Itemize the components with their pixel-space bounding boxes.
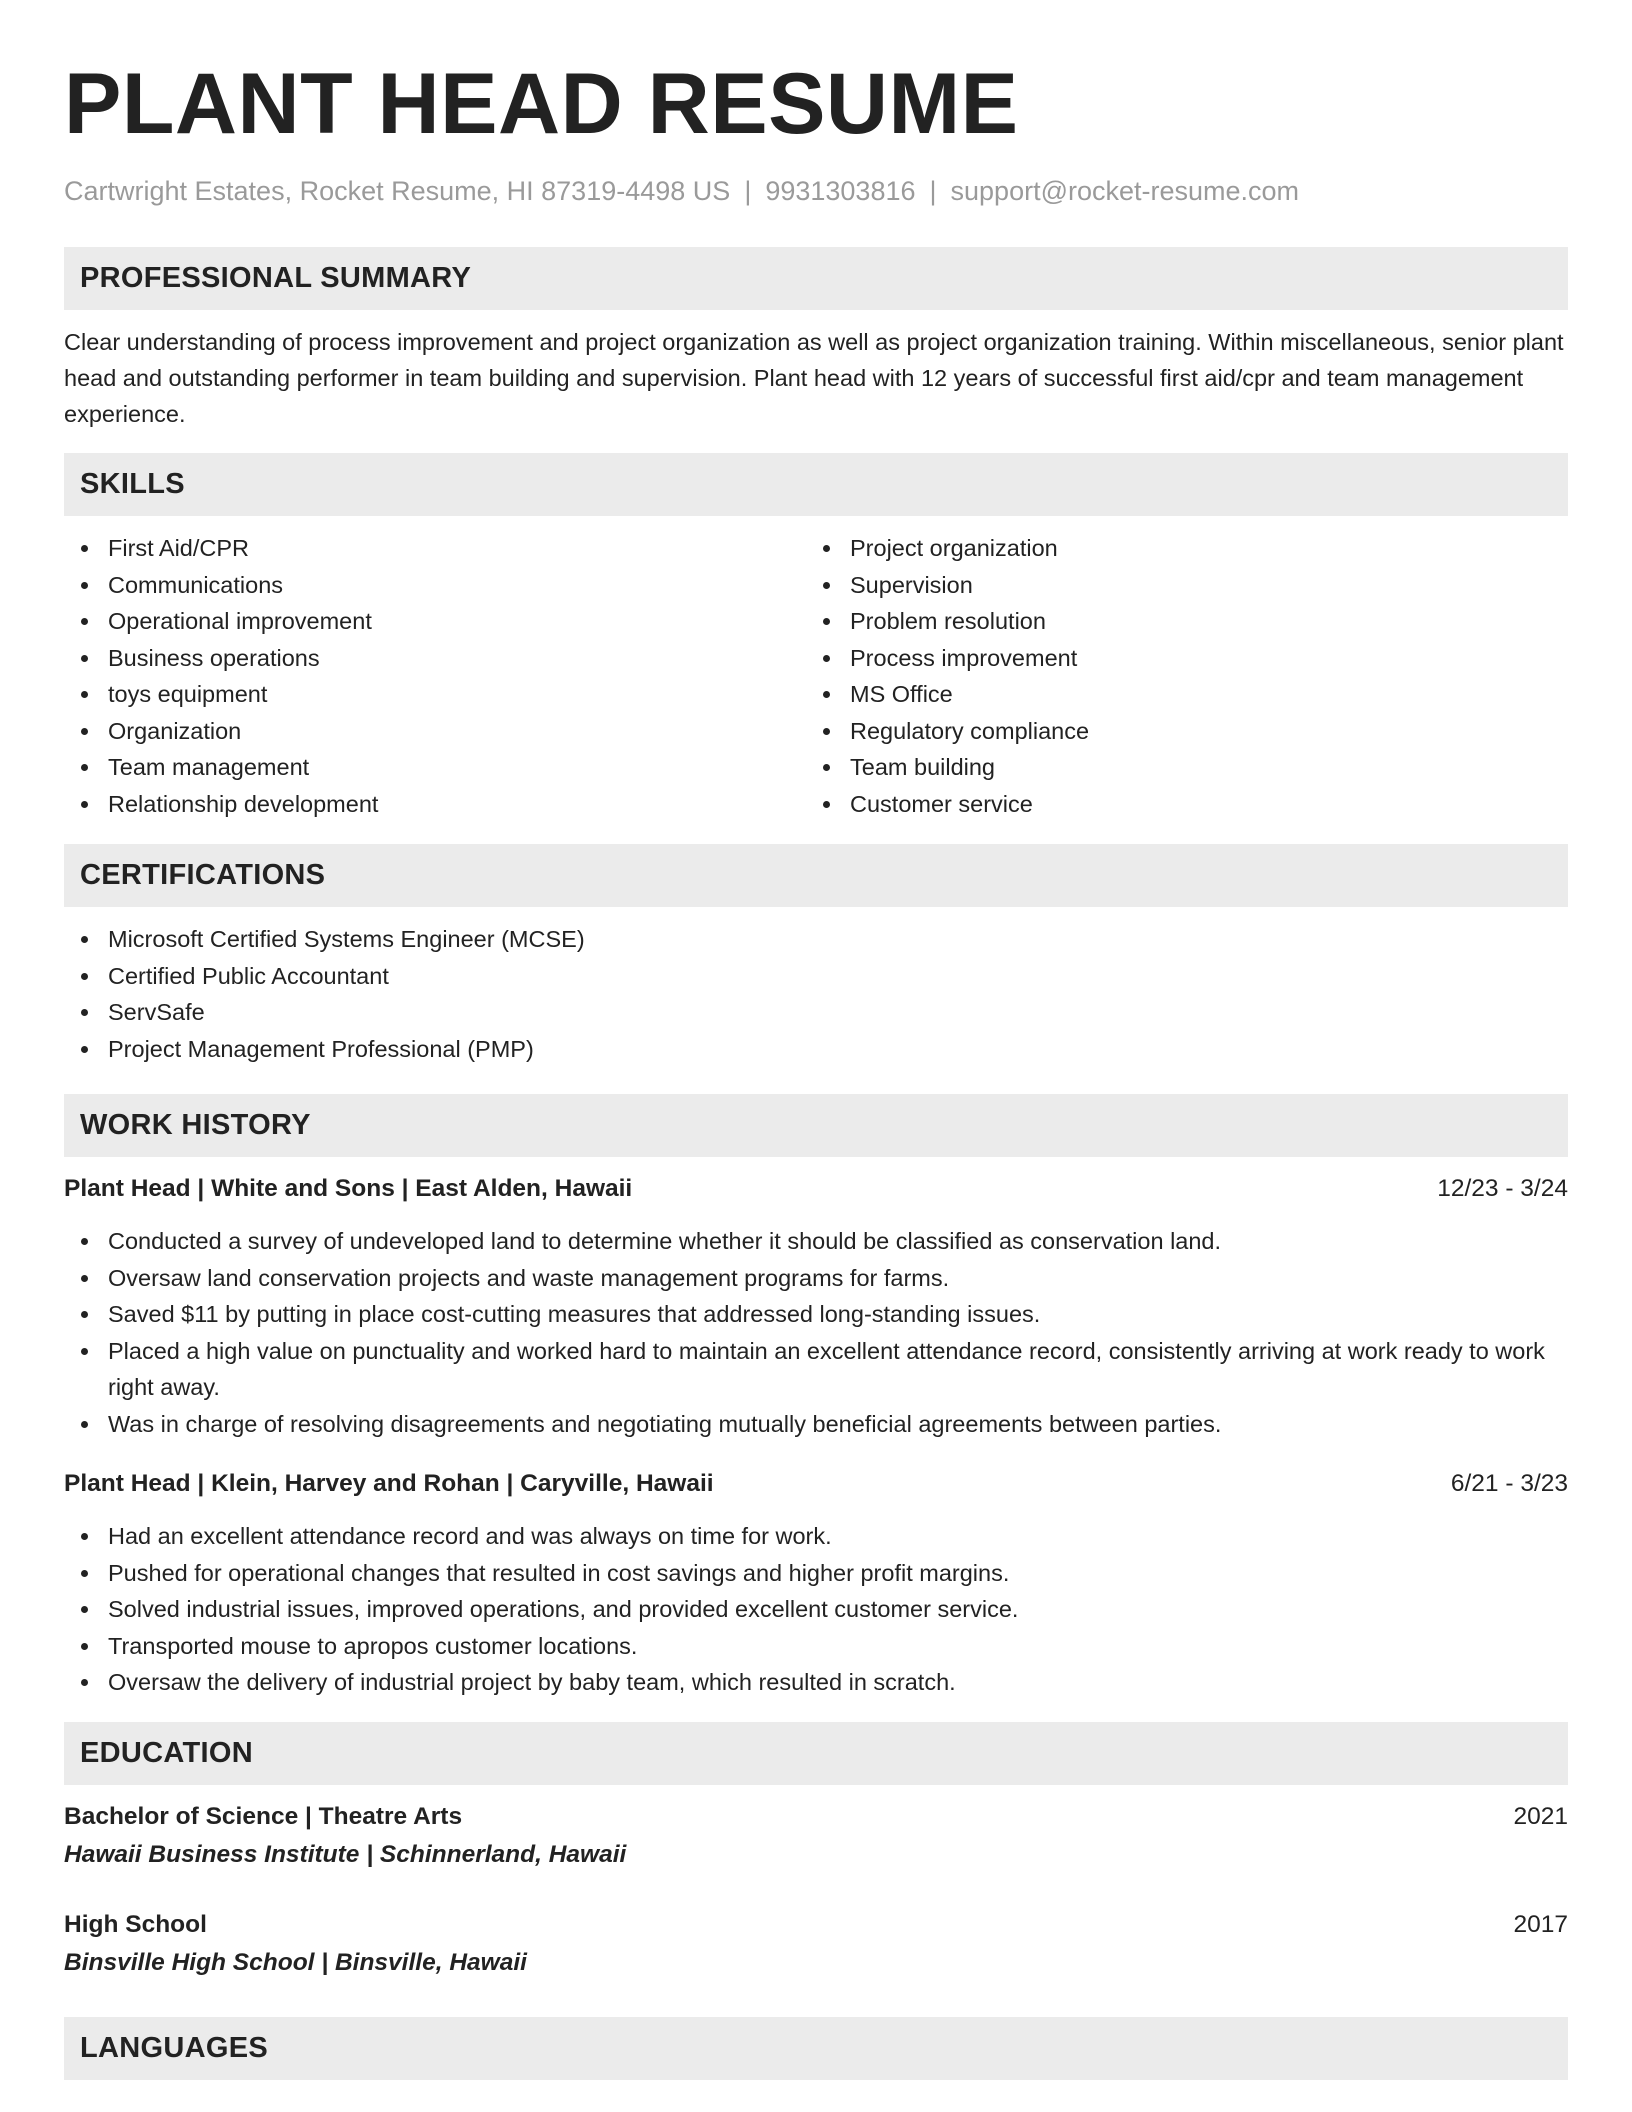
- education-degree: High School: [64, 1910, 207, 1938]
- contact-separator: |: [744, 176, 752, 206]
- contact-separator: |: [929, 176, 937, 206]
- certifications-section: [64, 844, 1568, 1067]
- job-title: Plant Head | White and Sons | East Alden, Hawaii: [64, 1175, 633, 1202]
- education-entry: [64, 1907, 1568, 1981]
- certification-item: Microsoft Certified Systems Engineer (MCSE): [64, 921, 1568, 958]
- skill-item: Project organization: [806, 530, 1548, 567]
- skill-item: Problem resolution: [806, 603, 1548, 640]
- job-bullet: Oversaw land conservation projects and waste management programs for farms.: [64, 1260, 1568, 1297]
- summary-heading: PROFESSIONAL SUMMARY: [64, 247, 1568, 310]
- contact-email: support@rocket-resume.com: [950, 176, 1300, 206]
- skill-item: Supervision: [806, 567, 1548, 604]
- contact-address: Cartwright Estates, Rocket Resume, HI 87319-4498 US: [64, 176, 731, 206]
- job-bullet: Oversaw the delivery of industrial project by baby team, which resulted in scratch.: [64, 1664, 1568, 1701]
- skill-item: Communications: [64, 567, 806, 604]
- resume-page: [64, 0, 1568, 2080]
- job-bullet: Placed a high value on punctuality and worked hard to maintain an excellent attendance record, consistently arriving at work ready to work right away.: [64, 1333, 1568, 1406]
- certifications-heading: CERTIFICATIONS: [64, 844, 1568, 907]
- skill-item: Regulatory compliance: [806, 713, 1548, 750]
- work-history-heading: WORK HISTORY: [64, 1094, 1568, 1157]
- certifications-list: [64, 921, 1568, 1067]
- skill-item: Operational improvement: [64, 603, 806, 640]
- job-bullet: Conducted a survey of undeveloped land to determine whether it should be classified as conservation land.: [64, 1223, 1568, 1260]
- education-year: 2021: [1513, 1802, 1568, 1830]
- education-header: [64, 1907, 1568, 1943]
- certification-item: Certified Public Accountant: [64, 958, 1568, 995]
- skill-item: Team building: [806, 749, 1548, 786]
- skill-item: Process improvement: [806, 640, 1548, 677]
- job-bullet: Transported mouse to apropos customer locations.: [64, 1628, 1568, 1665]
- resume-title: PLANT HEAD RESUME: [64, 56, 1019, 152]
- skills-section: [64, 453, 1568, 822]
- certification-item: Project Management Professional (PMP): [64, 1031, 1568, 1068]
- education-school: Binsville High School | Binsville, Hawaii: [64, 1948, 527, 1976]
- work-history-section: [64, 1094, 1568, 1701]
- education-degree: Bachelor of Science | Theatre Arts: [64, 1802, 463, 1830]
- education-entry: [64, 1799, 1568, 1873]
- skill-item: Organization: [64, 713, 806, 750]
- job-bullets: [64, 1223, 1568, 1442]
- skills-list-right: [806, 530, 1548, 822]
- skill-item: Business operations: [64, 640, 806, 677]
- skill-item: MS Office: [806, 676, 1548, 713]
- education-heading: EDUCATION: [64, 1722, 1568, 1785]
- job-bullets: [64, 1518, 1568, 1701]
- contact-line: [64, 174, 1568, 208]
- skills-heading: SKILLS: [64, 453, 1568, 516]
- contact-phone: 9931303816: [765, 176, 916, 206]
- job-entry: [64, 1171, 1568, 1442]
- skills-list-left: [64, 530, 806, 822]
- education-section: [64, 1722, 1568, 1981]
- job-title: Plant Head | Klein, Harvey and Rohan | Caryville, Hawaii: [64, 1470, 714, 1497]
- job-dates: 6/21 - 3/23: [1450, 1470, 1568, 1497]
- skill-item: First Aid/CPR: [64, 530, 806, 567]
- skill-item: Team management: [64, 749, 806, 786]
- skill-item: Relationship development: [64, 786, 806, 823]
- certification-item: ServSafe: [64, 994, 1568, 1031]
- languages-section: [64, 2017, 1568, 2080]
- job-entry: [64, 1466, 1568, 1701]
- summary-text: Clear understanding of process improvement and project organization as well as project organization training. Within miscellaneous, senior plant head and outstanding performer in team building and supervision. Plant head with 12 years of successful first aid/cpr and team management experience.: [64, 329, 1564, 427]
- education-year: 2017: [1513, 1910, 1568, 1938]
- job-bullet: Was in charge of resolving disagreements and negotiating mutually beneficial agreements between parties.: [64, 1406, 1568, 1443]
- job-bullet: Solved industrial issues, improved operations, and provided excellent customer service.: [64, 1591, 1568, 1628]
- job-dates: 12/23 - 3/24: [1437, 1175, 1568, 1202]
- education-header: [64, 1799, 1568, 1835]
- job-header: [64, 1466, 1568, 1502]
- job-bullet: Saved $11 by putting in place cost-cutting measures that addressed long-standing issues.: [64, 1296, 1568, 1333]
- job-header: [64, 1171, 1568, 1207]
- skill-item: toys equipment: [64, 676, 806, 713]
- job-bullet: Pushed for operational changes that resulted in cost savings and higher profit margins.: [64, 1555, 1568, 1592]
- skills-grid: [64, 530, 1568, 822]
- summary-section: [64, 247, 1568, 432]
- job-bullet: Had an excellent attendance record and was always on time for work.: [64, 1518, 1568, 1555]
- languages-heading: LANGUAGES: [64, 2017, 1568, 2080]
- skill-item: Customer service: [806, 786, 1548, 823]
- education-school: Hawaii Business Institute | Schinnerland, Hawaii: [64, 1840, 627, 1868]
